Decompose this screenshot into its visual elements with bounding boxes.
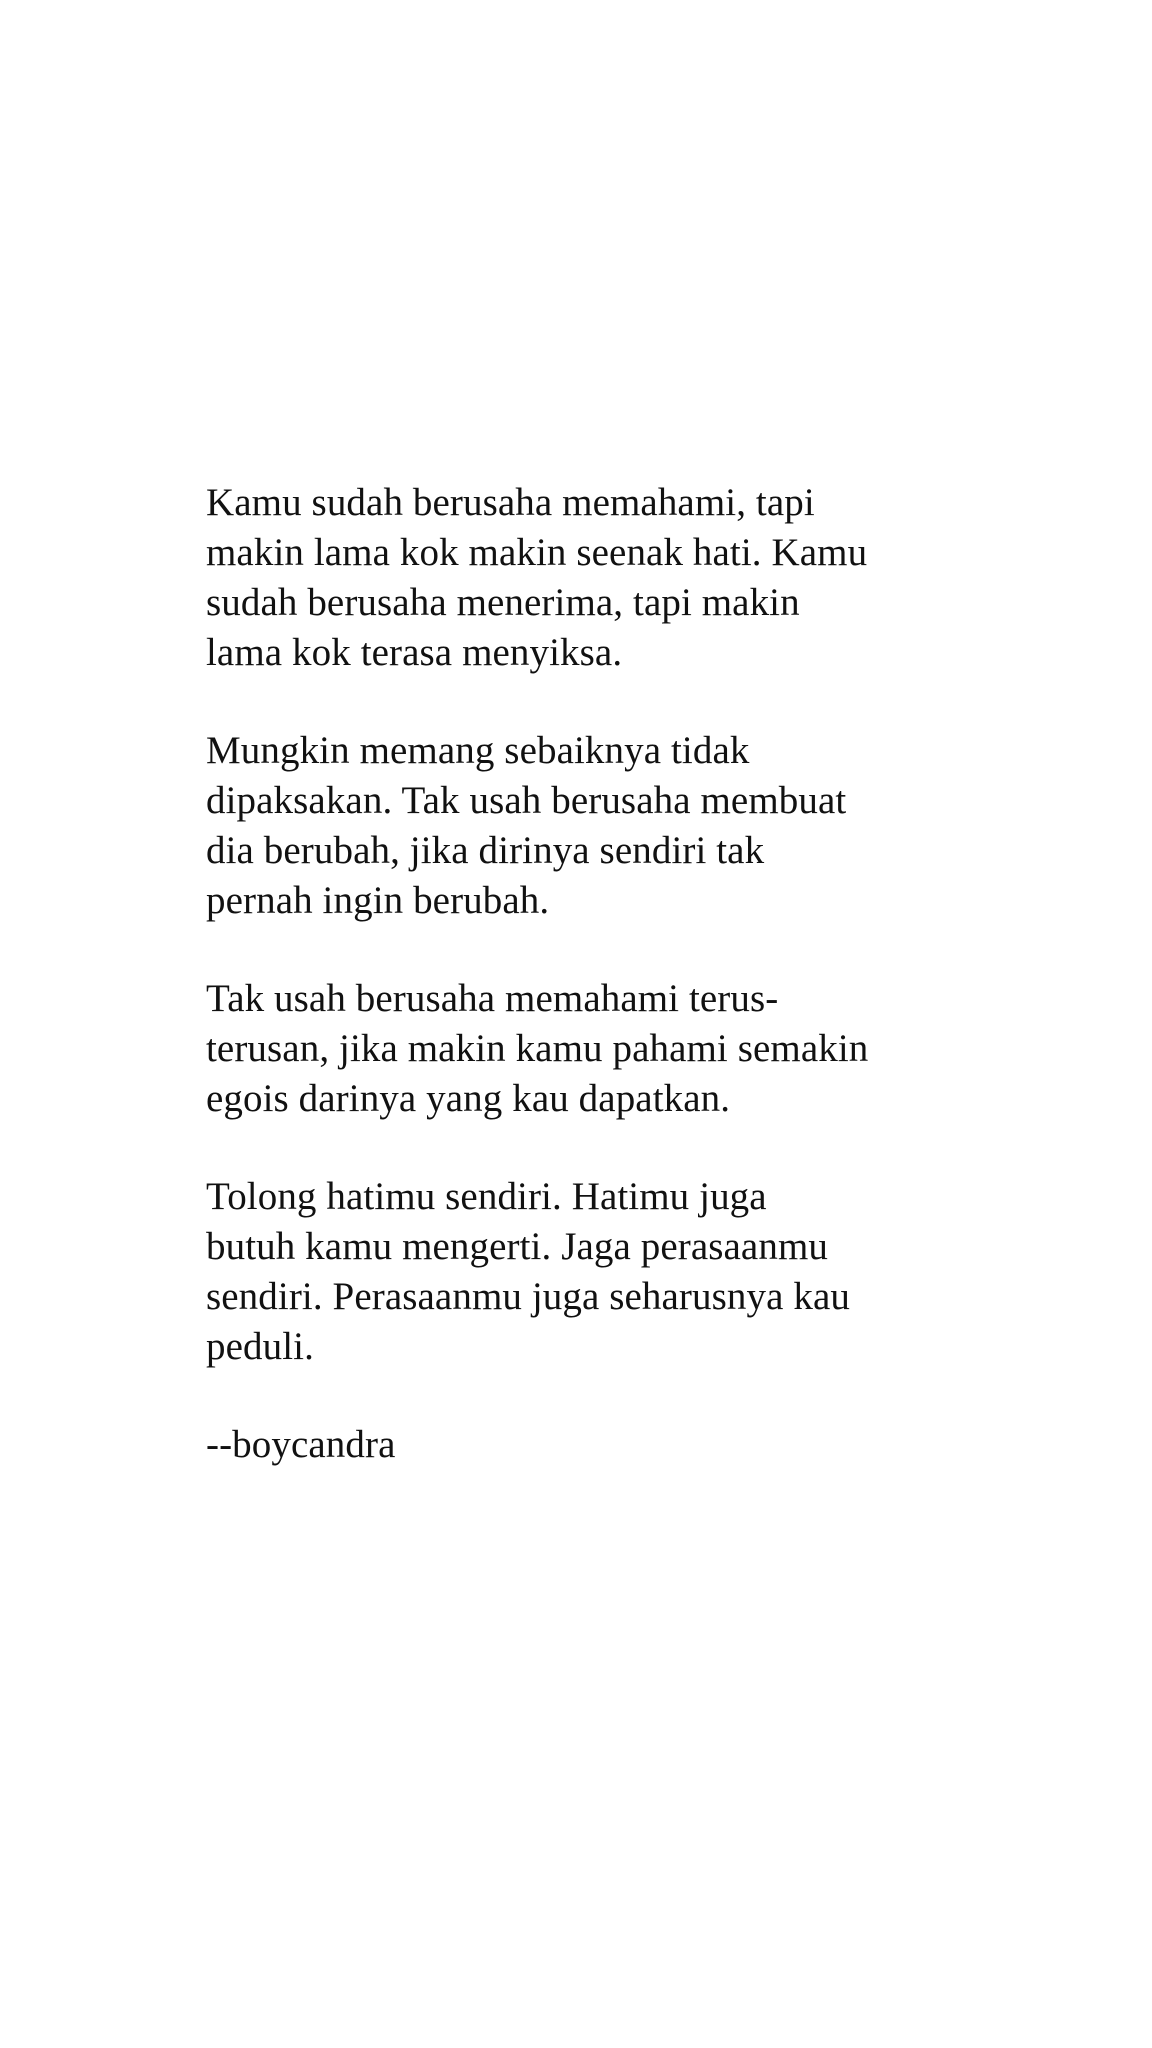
- text-line: Mungkin memang sebaiknya tidak: [206, 729, 750, 772]
- author-signature: --boycandra: [206, 1423, 396, 1466]
- text-line: peduli.: [206, 1325, 314, 1368]
- text-line: Kamu sudah berusaha memahami, tapi: [206, 481, 815, 524]
- text-line: dipaksakan. Tak usah berusaha membuat: [206, 779, 847, 822]
- text-line: sudah berusaha menerima, tapi makin: [206, 581, 800, 624]
- quote-paragraph-2: [206, 726, 986, 926]
- quote-paragraph-1: [206, 478, 986, 678]
- text-line: lama kok terasa menyiksa.: [206, 631, 623, 674]
- text-line: sendiri. Perasaanmu juga seharusnya kau: [206, 1275, 850, 1318]
- text-line: butuh kamu mengerti. Jaga perasaanmu: [206, 1225, 828, 1268]
- text-line: terusan, jika makin kamu pahami semakin: [206, 1027, 869, 1070]
- quote-paragraph-4: [206, 1172, 986, 1372]
- text-line: egois darinya yang kau dapatkan.: [206, 1077, 731, 1120]
- text-line: makin lama kok makin seenak hati. Kamu: [206, 531, 868, 574]
- text-line: Tolong hatimu sendiri. Hatimu juga: [206, 1175, 767, 1218]
- text-line: pernah ingin berubah.: [206, 879, 550, 922]
- text-line: dia berubah, jika dirinya sendiri tak: [206, 829, 765, 872]
- quote-paragraph-3: [206, 974, 986, 1124]
- quote-text-block: [206, 478, 986, 1470]
- text-line: Tak usah berusaha memahami terus-: [206, 977, 779, 1020]
